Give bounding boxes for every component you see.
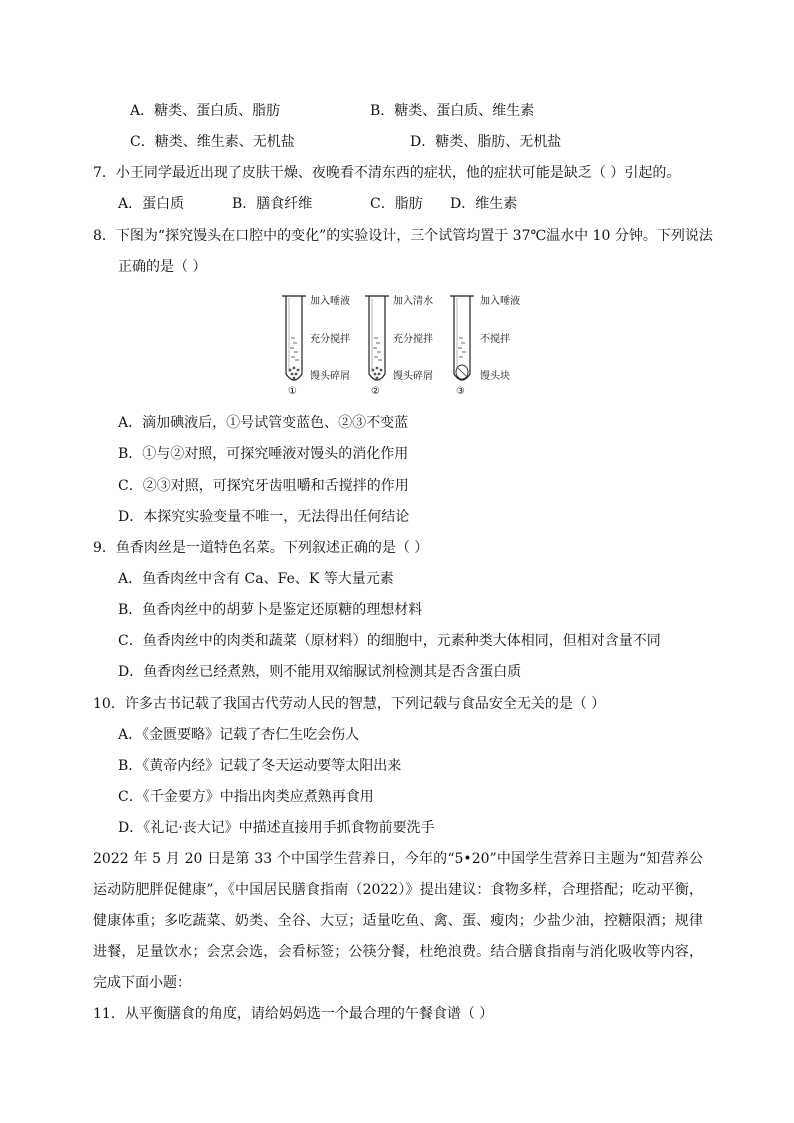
q7-option-d: D．维生素 (450, 196, 518, 212)
q8-stem-line2: 正确的是（ ） (118, 259, 207, 275)
tube1-label-bottom: 馒头碎屑 (310, 371, 350, 382)
q11-stem: 11．从平衡膳食的角度，请给妈妈选一个最合理的午餐食谱（ ） (93, 1006, 494, 1022)
q8-option-d: D．本探究实验变量不唯一，无法得出任何结论 (118, 509, 410, 525)
q6-option-d: D．糖类、脂肪、无机盐 (410, 134, 562, 150)
tube-3 (450, 296, 474, 380)
tube-1 (282, 296, 306, 380)
tube3-number: ③ (456, 386, 465, 397)
q10-option-b: B．《黄帝内经》记载了冬天运动要等太阳出来 (118, 758, 402, 774)
q7-option-c: C．脂肪 (370, 196, 423, 212)
tube2-label-top: 加入清水 (393, 296, 433, 307)
q8-option-a: A．滴加碘液后，①号试管变蓝色、②③不变蓝 (118, 415, 409, 431)
q10-option-a: A．《金匮要略》记载了杏仁生吃会伤人 (118, 727, 360, 743)
q9-option-c: C．鱼香肉丝中的肉类和蔬菜（原材料）的细胞中，元素种类大体相同，但相对含量不同 (118, 633, 661, 649)
q6-option-b: B．糖类、蛋白质、维生素 (370, 103, 535, 119)
tube1-label-top: 加入唾液 (310, 296, 350, 307)
q8-option-b: B．①与②对照，可探究唾液对馒头的消化作用 (118, 446, 409, 462)
q6-option-a: A．糖类、蛋白质、脂肪 (130, 103, 281, 119)
q7-stem: 7．小王同学最近出现了皮肤干燥、夜晚看不清东西的症状，他的症状可能是缺乏（ ）引起的。 (93, 165, 681, 181)
tube1-number: ① (288, 386, 297, 397)
q9-option-b: B．鱼香肉丝中的胡萝卜是鉴定还原糖的理想材料 (118, 602, 423, 618)
nutrition-day-passage: 2022 年 5 月 20 日是第 33 个中国学生营养日，今年的“5•20”中国学生营养日主题为“知营养公运动防肥胖促健康”，《中国居民膳食指南（2022）》提出建议：食物多样，合理搭配；吃动平衡，健康体重；多吃蔬菜、奶类、全谷、大豆；适量吃鱼、禽、蛋、瘦肉；少盐少油，控糖限酒；规律进餐，足量饮水；会烹会选，会看标签；公筷分餐，杜绝浪费。结合膳食指南与消化吸收等内容，完成下面小题： (93, 851, 703, 991)
q6-option-c: C．糖类、维生素、无机盐 (130, 134, 295, 150)
q9-option-d: D．鱼香肉丝已经煮熟，则不能用双缩脲试剂检测其是否含蛋白质 (118, 664, 522, 680)
q9-option-a: A．鱼香肉丝中含有 Ca、Fe、K 等大量元素 (118, 571, 394, 587)
tube1-label-mid: 充分搅拌 (310, 334, 350, 345)
q7-option-b: B．膳食纤维 (232, 196, 313, 212)
q10-option-d: D．《礼记·丧大记》中描述直接用手抓食物前要洗手 (118, 820, 435, 836)
tube2-label-mid: 充分搅拌 (393, 334, 433, 345)
q8-stem-line1: 8．下图为“探究馒头在口腔中的变化”的实验设计，三个试管均置于 37℃温水中 10 分钟。下列说法 (93, 228, 713, 244)
tube2-label-bottom: 馒头碎屑 (393, 371, 433, 382)
tube3-label-mid: 不搅拌 (480, 334, 510, 345)
q7-option-a: A．蛋白质 (118, 196, 185, 212)
tube3-label-bottom: 馒头块 (480, 371, 510, 382)
q9-stem: 9．鱼香肉丝是一道特色名菜。下列叙述正确的是（ ） (93, 540, 429, 556)
tube-2 (365, 296, 389, 380)
q10-option-c: C．《千金要方》中指出肉类应煮熟再食用 (118, 789, 374, 805)
q10-stem: 10．许多古书记载了我国古代劳动人民的智慧，下列记载与食品安全无关的是（ ） (93, 696, 606, 712)
tube2-number: ② (371, 386, 380, 397)
tube3-label-top: 加入唾液 (480, 296, 520, 307)
q8-option-c: C．②③对照，可探究牙齿咀嚼和舌搅拌的作用 (118, 478, 409, 494)
test-tube-figure (278, 290, 538, 400)
